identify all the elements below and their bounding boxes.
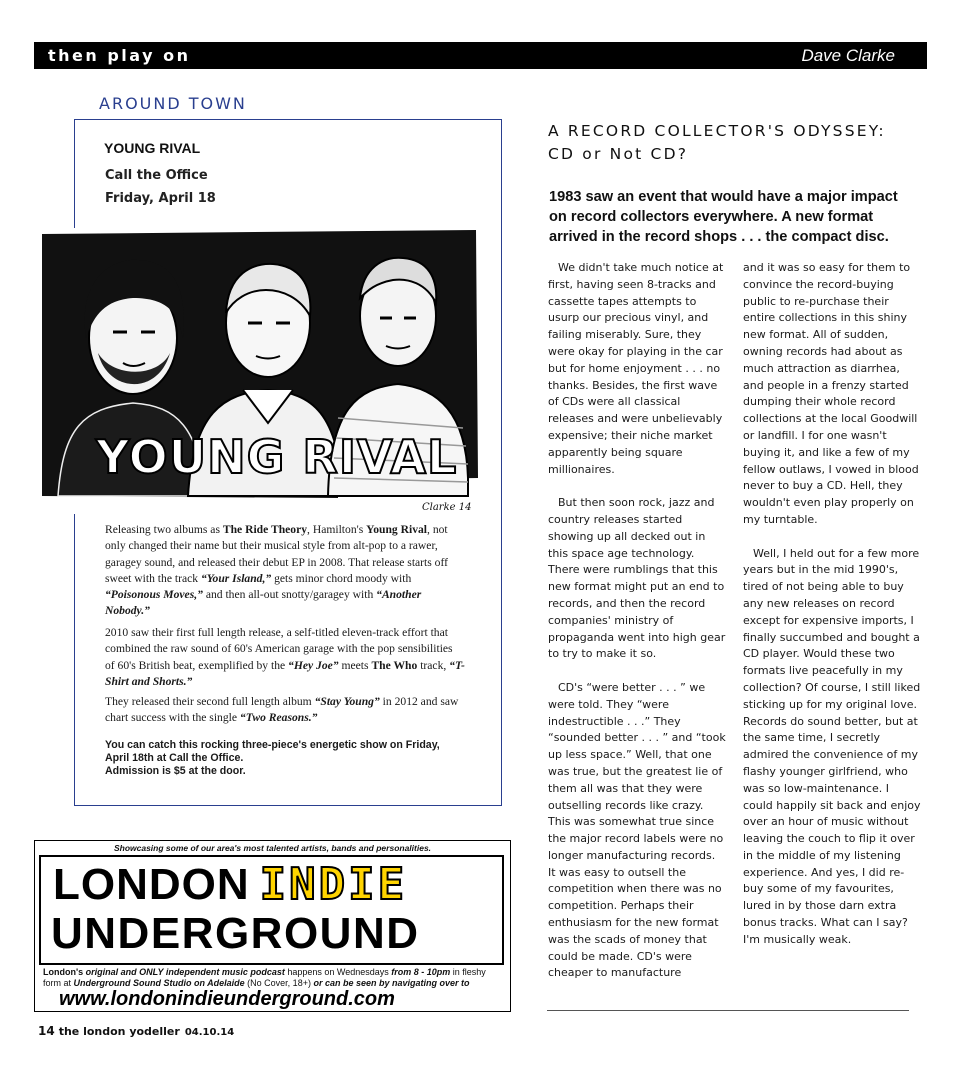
author-name: Dave Clarke [801,46,895,65]
article-deck: 1983 saw an event that would have a major impact on record collectors everywhere. A new format arrived in the record shops . . . the compact disc. [549,189,898,245]
event-band-name: YOUNG RIVAL [104,140,201,156]
event-paragraph-3: They released their second full length album “Stay Young” in 2012 and saw chart success with the single “Two Reasons.” [105,695,459,725]
artist-signature: Clarke 14 [422,502,472,513]
article-paragraph: and it was so easy for them to convince the record-buying public to re-purchase their entire collections in this shiny new format. All of sudden, owning records had about as much attraction as diarrhea, and people in a frenzy started dumping their whole record collections at the local Goodwill or landfill. I for one wasn't buying it, and like a few of my fellow outlaws, I vowed in blood never to buy a CD. Hell, they wouldn't even play properly on my turntable. [743,261,919,526]
article-column-left [548,260,726,999]
band-drawing [38,228,480,514]
ad-logo-box [39,855,504,965]
article-column-right [743,260,921,965]
ad-description: London's original and ONLY independent music podcast happens on Wednesdays from 8 - 10pm in fleshy form at Underground Sound Studio on Adelaide (No Cover, 18+) or can be seen by navigating over to [43,967,486,988]
band-illustration [38,228,480,514]
ad-logo-indie: INDIE [259,859,408,910]
event-date: Friday, April 18 [105,191,216,206]
illustration-band-lettering: YOUNG RIVAL [96,430,458,484]
publication-name: the london yodeller [58,1025,180,1038]
event-venue: Call the Office [105,168,208,183]
event-paragraph-2: 2010 saw their first full length release, a self-titled eleven-track effort that combined the raw sound of 60's American garage with the pop sensibilities of 60's British beat, exemplified by the “Hey Joe” meets The Who track, “T-Shirt and Shorts.” [105,626,465,688]
around-town-heading: AROUND TOWN [99,94,247,113]
london-indie-underground-ad [34,840,511,1012]
article-title: A RECORD COLLECTOR'S ODYSSEY: CD or Not CD? [548,122,886,163]
article-paragraph: Well, I held out for a few more years but in the mid 1990's, tired of not being able to buy any new releases on record except for expensive imports, I finally succumbed and bought a CD player. Would these two formats live peacefully in my collection? Of course, I still liked sticking up for my original love. Records do sound better, but at the same time, I secretly admired the convenience of my flashy younger girlfriend, who was so low-maintenance. I could happily sit back and enjoy over an hour of music without leaving the couch to flip it over in the middle of my listening experience. And yes, I did re-buy some of my favourites, lured in by those darn extra bonus tracks. What can I say? I'm musically weak. [743,546,921,946]
article-paragraph: We didn't take much notice at first, having seen 8-tracks and cassette tapes attempts to usurp our precious vinyl, and failing miserably. Sure, they were okay for playing in the car but for home enjoyment . . . no thanks. Besides, the first wave of CDs were all classical releases and were unbelievably expensive; their niche market apparently being square millionaires. [548,261,724,476]
issue-date: 04.10.14 [184,1027,235,1038]
ad-logo-line-1: LONDON INDIE [53,859,408,910]
section-title: then play on [48,46,191,65]
header-bar [34,42,927,69]
article-end-rule [547,1010,909,1011]
ad-logo-line-2: UNDERGROUND [51,909,420,958]
page-footer [38,1020,234,1039]
event-call-to-action: You can catch this rocking three-piece's energetic show on Friday, April 18th at Call the Office. Admission is $5 at the door. [105,739,440,777]
page-number: 14 [38,1024,55,1038]
article-paragraph: CD's “were better . . . ” we were told. They “were indestructible . . .” They “sounded better . . . ” and “took up less space.” Well, that one was true, but the greatest lie of them all was that they were outselling records like crazy. This was somewhat true since the major record labels were no longer manufacturing records. It was easy to outsell the competition when there was no competition. Perhaps their enthusiasm for the new format was the scads of money that could be made. CD's were cheaper to manufacture [548,680,726,980]
ad-website-url[interactable]: www.londonindieunderground.com [59,988,395,1010]
article-paragraph: But then soon rock, jazz and country releases started showing up all decked out in this space age technology. There were rumblings that this new format might put an end to records, and then the record companies' ministry of propaganda went into high gear to try to make it so. [548,496,726,661]
ad-tagline: Showcasing some of our area's most talented artists, bands and personalities. [113,843,432,853]
event-paragraph-1: Releasing two albums as The Ride Theory, Hamilton's Young Rival, not only changed their name but their musical style from alt-pop to a rawer, garagey sound, and released their debut EP in 2008. That release starts off sweet with the track “Your Island,” gets minor chord moody with “Poisonous Moves,” and then all-out snotty/garagey with “Another Nobody.” [105,523,448,618]
